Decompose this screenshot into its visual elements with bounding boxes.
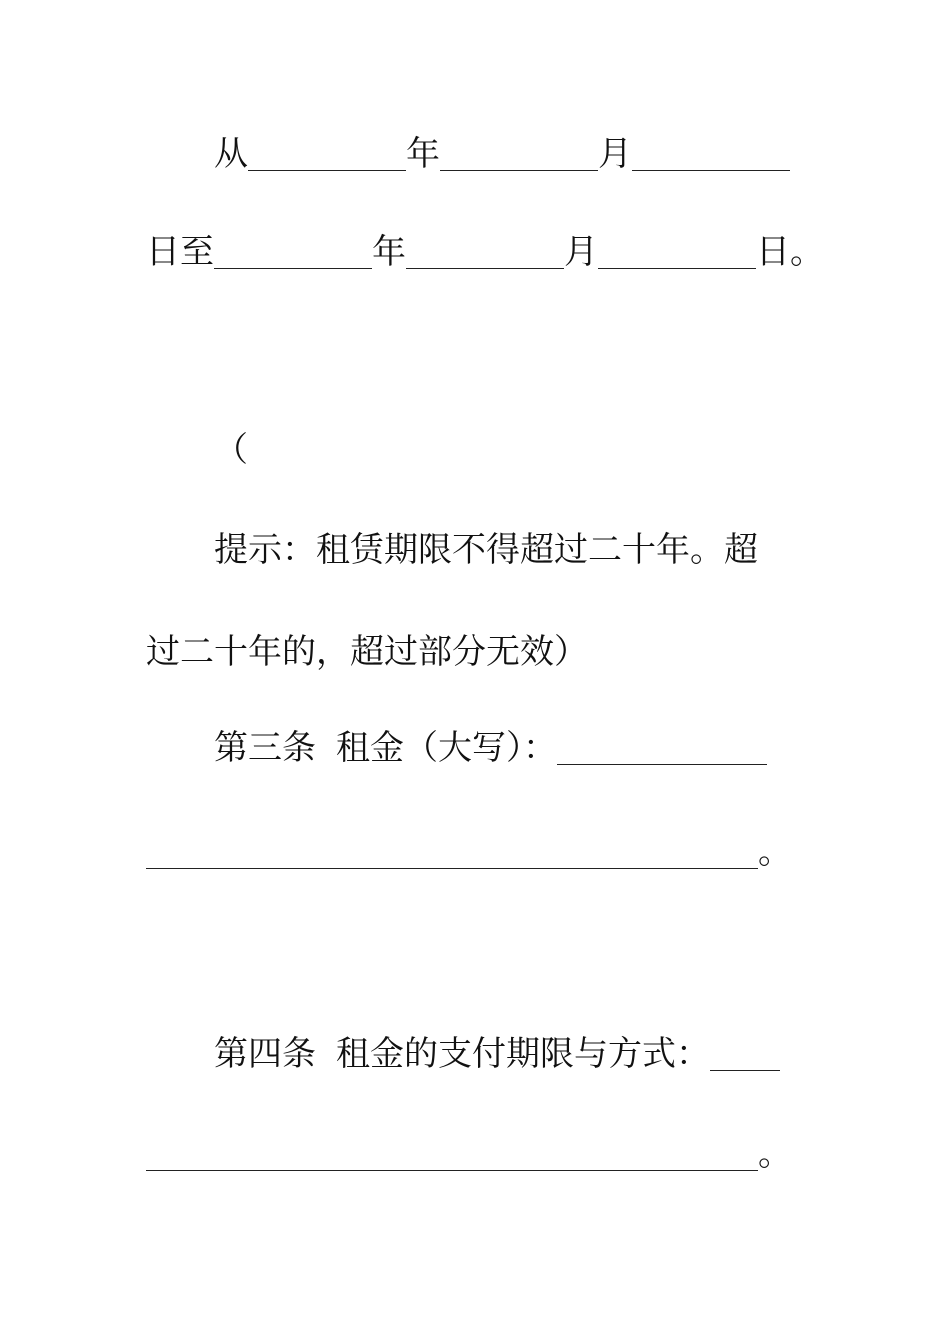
- article-4-number: 第四条: [214, 1034, 316, 1074]
- payment-terms-continuation: [146, 1128, 796, 1180]
- article-3-number: 第三条: [214, 728, 316, 768]
- article-4-text: 租金的支付期限与方式：: [336, 1034, 710, 1074]
- start-year-blank[interactable]: [248, 130, 406, 171]
- article-3-line: [214, 722, 796, 774]
- period-mark: 。: [758, 832, 792, 872]
- from-label: 从: [214, 134, 248, 174]
- payment-terms-blank[interactable]: [710, 1030, 780, 1071]
- start-day-blank[interactable]: [632, 130, 790, 171]
- article-4-line: [214, 1028, 796, 1080]
- hint-line-1: [214, 524, 796, 576]
- year-label: 年: [372, 232, 406, 272]
- hint-text-1: 提示：租赁期限不得超过二十年。超: [214, 530, 758, 570]
- hint-line-2: [146, 626, 796, 678]
- period-mark: 。: [758, 1134, 792, 1174]
- month-label: 月: [598, 134, 632, 174]
- rent-amount-blank[interactable]: [557, 724, 767, 765]
- year-label: 年: [406, 134, 440, 174]
- payment-terms-blank-2[interactable]: [146, 1130, 758, 1171]
- month-label: 月: [564, 232, 598, 272]
- open-paren: （: [214, 430, 248, 470]
- term-end-line: [146, 226, 824, 278]
- start-month-blank[interactable]: [440, 130, 598, 171]
- term-start-line: [214, 128, 796, 180]
- day-to-label: 日至: [146, 232, 214, 272]
- rent-amount-blank-2[interactable]: [146, 828, 758, 869]
- paren-open-line: [214, 424, 796, 476]
- end-day-blank[interactable]: [598, 228, 756, 269]
- end-month-blank[interactable]: [406, 228, 564, 269]
- article-3-text: 租金（大写）：: [336, 728, 557, 768]
- day-end-label: 日。: [756, 232, 824, 272]
- end-year-blank[interactable]: [214, 228, 372, 269]
- hint-text-2: 过二十年的，超过部分无效）: [146, 632, 588, 672]
- rent-amount-continuation: [146, 826, 796, 878]
